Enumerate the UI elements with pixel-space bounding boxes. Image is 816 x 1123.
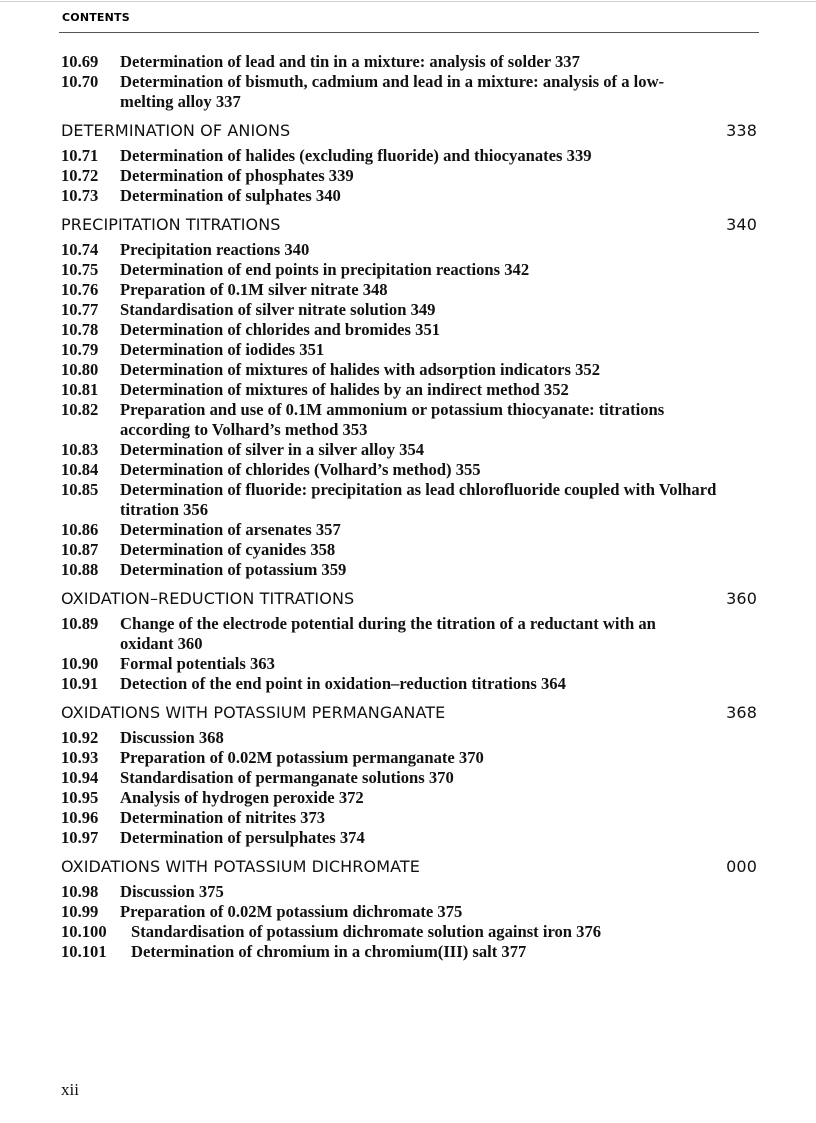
section-heading (61, 703, 759, 723)
entry-number: 10.88 (61, 560, 99, 579)
entry-number: 10.79 (61, 340, 99, 359)
section-title: OXIDATION–REDUCTION TITRATIONS (61, 589, 355, 608)
toc-entry (61, 460, 700, 480)
entry-title: Determination of mixtures of halides with adsorption indicators 352 (120, 360, 600, 379)
entry-title: Standardisation of potassium dichromate solution against iron 376 (131, 922, 602, 941)
toc-entry (61, 72, 700, 112)
section-heading (61, 121, 759, 141)
entry-title: Determination of potassium 359 (120, 560, 347, 579)
toc-entry (61, 380, 760, 400)
toc-entry (61, 440, 700, 460)
entry-number: 10.70 (61, 72, 99, 91)
toc-entry (61, 260, 700, 280)
toc-entry (61, 360, 700, 380)
section-heading (61, 857, 759, 877)
table-of-contents (61, 52, 759, 962)
entry-title: Standardisation of permanganate solutions 370 (120, 768, 454, 787)
toc-entry (61, 340, 700, 360)
section-heading (61, 589, 759, 609)
entry-number: 10.93 (61, 748, 99, 767)
toc-entry (61, 942, 771, 962)
entry-number: 10.75 (61, 260, 99, 279)
entry-number: 10.78 (61, 320, 99, 339)
entry-title: Determination of cyanides 358 (120, 540, 336, 559)
entry-title: Change of the electrode potential during the titration of a reductant with an oxidant 360 (120, 614, 656, 653)
toc-entry (61, 300, 700, 320)
toc-entry (61, 240, 700, 260)
entry-title: Determination of fluoride: precipitation as lead chlorofluoride coupled with Volhard titration 356 (120, 480, 717, 519)
toc-entry (61, 320, 700, 340)
toc-entry (61, 674, 760, 694)
entry-number: 10.100 (61, 922, 107, 941)
toc-entry (61, 186, 700, 206)
toc-entry (61, 882, 700, 902)
section-title: PRECIPITATION TITRATIONS (61, 215, 281, 234)
toc-entry (61, 52, 700, 72)
toc-entry (61, 808, 700, 828)
entry-number: 10.91 (61, 674, 99, 693)
section-title: OXIDATIONS WITH POTASSIUM PERMANGANATE (61, 703, 446, 722)
entry-number: 10.85 (61, 480, 99, 499)
toc-entry (61, 480, 760, 520)
entry-number: 10.96 (61, 808, 99, 827)
page-number: xii (61, 1080, 79, 1099)
entry-title: Precipitation reactions 340 (120, 240, 310, 259)
entry-number: 10.77 (61, 300, 99, 319)
toc-entry (61, 400, 700, 440)
entry-number: 10.95 (61, 788, 99, 807)
entry-number: 10.82 (61, 400, 99, 419)
entry-number: 10.76 (61, 280, 99, 299)
entry-title: Determination of phosphates 339 (120, 166, 354, 185)
entry-number: 10.89 (61, 614, 99, 633)
entry-number: 10.72 (61, 166, 99, 185)
toc-entry (61, 922, 711, 942)
entry-number: 10.81 (61, 380, 99, 399)
toc-entry (61, 614, 700, 654)
header-rule (59, 32, 759, 33)
entry-title: Determination of chlorides and bromides 351 (120, 320, 441, 339)
entry-title: Standardisation of silver nitrate solution 349 (120, 300, 436, 319)
toc-entry (61, 146, 700, 166)
toc-entry (61, 654, 700, 674)
section-page-number: 360 (726, 589, 757, 608)
entry-title: Determination of silver in a silver alloy 354 (120, 440, 425, 459)
section-page-number: 338 (726, 121, 757, 140)
running-head: CONTENTS (62, 11, 130, 24)
entry-number: 10.83 (61, 440, 99, 459)
toc-entry (61, 280, 700, 300)
entry-title: Determination of lead and tin in a mixture: analysis of solder 337 (120, 52, 580, 71)
toc-entry (61, 902, 700, 922)
toc-entry (61, 768, 700, 788)
entry-title: Determination of chromium in a chromium(III) salt 377 (131, 942, 527, 961)
toc-entry (61, 560, 700, 580)
entry-title: Determination of arsenates 357 (120, 520, 341, 539)
entry-title: Determination of sulphates 340 (120, 186, 341, 205)
entry-title: Determination of halides (excluding fluoride) and thiocyanates 339 (120, 146, 592, 165)
entry-title: Discussion 368 (120, 728, 224, 747)
section-title: DETERMINATION OF ANIONS (61, 121, 291, 140)
entry-title: Detection of the end point in oxidation–reduction titrations 364 (120, 674, 566, 693)
entry-title: Discussion 375 (120, 882, 224, 901)
entry-title: Preparation of 0.02M potassium dichromate 375 (120, 902, 463, 921)
entry-title: Determination of nitrites 373 (120, 808, 326, 827)
entry-title: Determination of mixtures of halides by an indirect method 352 (120, 380, 569, 399)
entry-number: 10.99 (61, 902, 99, 921)
entry-title: Determination of chlorides (Volhard’s method) 355 (120, 460, 481, 479)
section-heading (61, 215, 759, 235)
entry-title: Determination of persulphates 374 (120, 828, 365, 847)
entry-number: 10.97 (61, 828, 99, 847)
toc-entry (61, 540, 700, 560)
entry-title: Preparation and use of 0.1M ammonium or potassium thiocyanate: titrations according to Volhard’s method 353 (120, 400, 665, 439)
entry-title: Determination of iodides 351 (120, 340, 325, 359)
entry-title: Preparation of 0.02M potassium permanganate 370 (120, 748, 484, 767)
entry-title: Analysis of hydrogen peroxide 372 (120, 788, 364, 807)
toc-entry (61, 728, 700, 748)
entry-number: 10.69 (61, 52, 99, 71)
entry-title: Determination of end points in precipitation reactions 342 (120, 260, 530, 279)
entry-number: 10.84 (61, 460, 99, 479)
entry-number: 10.92 (61, 728, 99, 747)
toc-entry (61, 520, 700, 540)
entry-number: 10.98 (61, 882, 99, 901)
entry-title: Determination of bismuth, cadmium and lead in a mixture: analysis of a low-melting alloy 337 (120, 72, 665, 111)
entry-number: 10.73 (61, 186, 99, 205)
section-page-number: 368 (726, 703, 757, 722)
entry-number: 10.90 (61, 654, 99, 673)
toc-entry (61, 166, 700, 186)
section-page-number: 340 (726, 215, 757, 234)
section-page-number: 000 (726, 857, 757, 876)
entry-title: Preparation of 0.1M silver nitrate 348 (120, 280, 388, 299)
toc-entry (61, 788, 700, 808)
entry-number: 10.71 (61, 146, 99, 165)
entry-number: 10.87 (61, 540, 99, 559)
entry-number: 10.80 (61, 360, 99, 379)
entry-title: Formal potentials 363 (120, 654, 275, 673)
entry-number: 10.94 (61, 768, 99, 787)
section-title: OXIDATIONS WITH POTASSIUM DICHROMATE (61, 857, 421, 876)
entry-number: 10.101 (61, 942, 107, 961)
entry-number: 10.74 (61, 240, 99, 259)
toc-entry (61, 828, 700, 848)
entry-number: 10.86 (61, 520, 99, 539)
toc-entry (61, 748, 700, 768)
scan-edge-rule (0, 1, 816, 2)
